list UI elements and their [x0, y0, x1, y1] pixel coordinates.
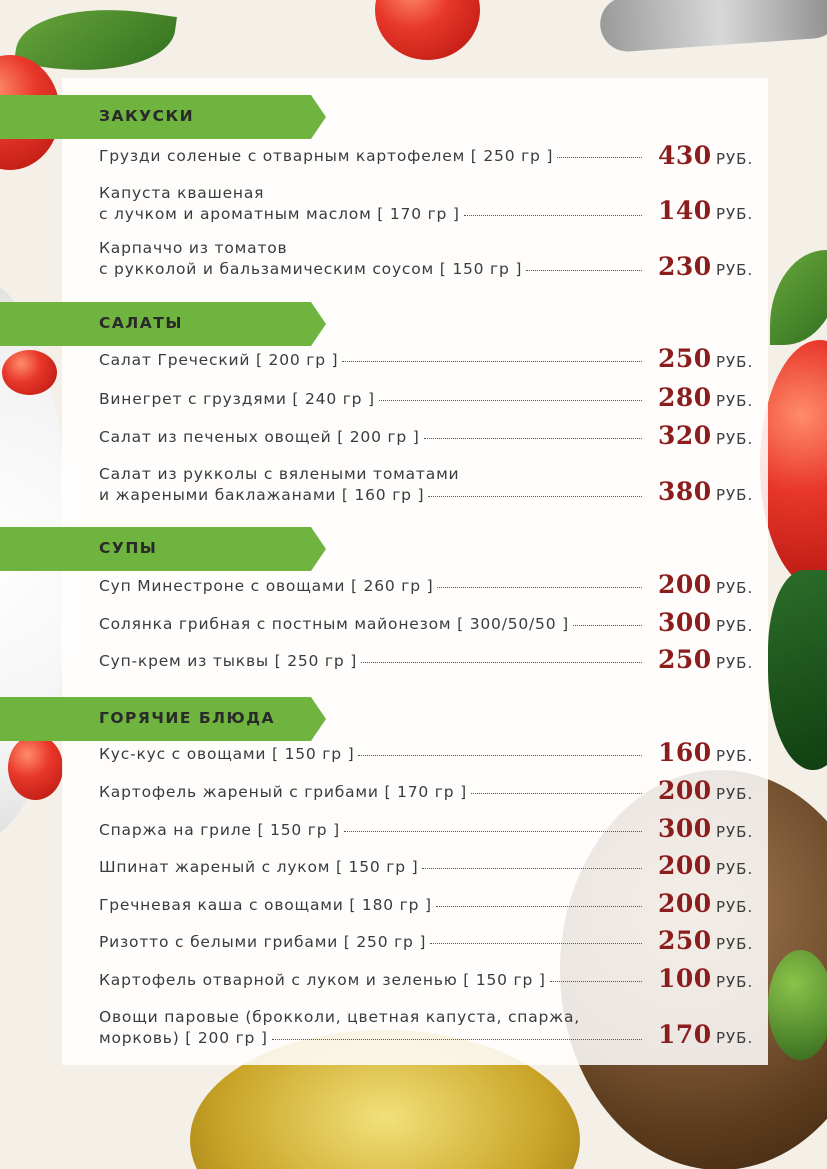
menu-item-price: 280 [658, 383, 712, 412]
menu-item [99, 857, 642, 878]
menu-item [99, 1007, 642, 1049]
dot-leader [344, 830, 642, 832]
menu-item [99, 464, 642, 506]
menu-item-name: Гречневая каша с овощами [ 180 гр ] [99, 896, 432, 914]
menu-item-name: и жареными баклажанами [ 160 гр ] [99, 486, 425, 504]
menu-item-line [99, 932, 642, 953]
tomato-slice-decoration [8, 735, 63, 800]
section-banner [0, 527, 327, 571]
menu-item [99, 744, 642, 765]
menu-item-line [99, 238, 642, 259]
dot-leader [437, 586, 642, 588]
menu-item-name: Солянка грибная с постным майонезом [ 300/50/50 ] [99, 615, 569, 633]
menu-item-name: морковь) [ 200 гр ] [99, 1029, 268, 1047]
menu-item [99, 970, 642, 991]
dot-leader [430, 942, 642, 944]
menu-item-price: 140 [658, 196, 712, 225]
menu-item-line [99, 820, 642, 841]
green-tomato-decoration [768, 950, 827, 1060]
currency-label: РУБ. [716, 392, 754, 410]
section-title: САЛАТЫ [99, 314, 183, 332]
menu-item-price: 250 [658, 344, 712, 373]
menu-item-line [99, 857, 642, 878]
menu-item-price: 200 [658, 851, 712, 880]
currency-label: РУБ. [716, 898, 754, 916]
menu-item-price: 380 [658, 477, 712, 506]
menu-item-name: Шпинат жареный с луком [ 150 гр ] [99, 858, 419, 876]
menu-item [99, 238, 642, 280]
menu-item-line [99, 350, 642, 371]
menu-item-price: 170 [658, 1020, 712, 1049]
menu-item [99, 576, 642, 597]
menu-item-price: 250 [658, 645, 712, 674]
dot-leader [272, 1038, 642, 1040]
menu-item-price: 320 [658, 421, 712, 450]
section-title: СУПЫ [99, 539, 158, 557]
menu-item [99, 782, 642, 803]
menu-item [99, 820, 642, 841]
menu-item-name: Овощи паровые (брокколи, цветная капуста, спаржа, [99, 1008, 580, 1026]
currency-label: РУБ. [716, 353, 754, 371]
menu-item-name: с лучком и ароматным маслом [ 170 гр ] [99, 205, 460, 223]
menu-item-name: Капуста квашеная [99, 184, 265, 202]
currency-label: РУБ. [716, 823, 754, 841]
menu-item-name: Винегрет с груздями [ 240 гр ] [99, 390, 375, 408]
currency-label: РУБ. [716, 150, 754, 168]
dot-leader [464, 214, 642, 216]
menu-item-line [99, 1007, 642, 1028]
dot-leader [424, 437, 642, 439]
menu-item-line [99, 183, 642, 204]
menu-item [99, 932, 642, 953]
currency-label: РУБ. [716, 747, 754, 765]
currency-label: РУБ. [716, 261, 754, 279]
menu-item-line [99, 782, 642, 803]
section-title: ГОРЯЧИЕ БЛЮДА [99, 709, 276, 727]
menu-item-name: Спаржа на гриле [ 150 гр ] [99, 821, 340, 839]
menu-item-line [99, 895, 642, 916]
menu-item-line [99, 485, 642, 506]
currency-label: РУБ. [716, 935, 754, 953]
section-title: ЗАКУСКИ [99, 107, 195, 125]
menu-item-line [99, 204, 642, 225]
menu-item-name: с рукколой и бальзамическим соусом [ 150 гр ] [99, 260, 523, 278]
menu-item-price: 200 [658, 889, 712, 918]
menu-item-line [99, 970, 642, 991]
dot-leader [428, 495, 642, 497]
menu-item-price: 430 [658, 141, 712, 170]
cucumber-decoration [768, 570, 827, 770]
menu-item-line [99, 389, 642, 410]
dot-leader [550, 980, 642, 982]
menu-item-line [99, 146, 642, 167]
currency-label: РУБ. [716, 860, 754, 878]
menu-item [99, 651, 642, 672]
menu-item [99, 389, 642, 410]
menu-item-price: 300 [658, 608, 712, 637]
currency-label: РУБ. [716, 205, 754, 223]
menu-item [99, 350, 642, 371]
dot-leader [471, 792, 642, 794]
fork-decoration [598, 0, 827, 53]
menu-item [99, 614, 642, 635]
currency-label: РУБ. [716, 617, 754, 635]
menu-item-price: 200 [658, 776, 712, 805]
menu-item [99, 427, 642, 448]
menu-item [99, 183, 642, 225]
dot-leader [361, 661, 642, 663]
currency-label: РУБ. [716, 654, 754, 672]
currency-label: РУБ. [716, 430, 754, 448]
menu-item-name: Салат из печеных овощей [ 200 гр ] [99, 428, 420, 446]
menu-item-line [99, 576, 642, 597]
tomato-decoration [760, 340, 827, 590]
menu-item-name: Суп-крем из тыквы [ 250 гр ] [99, 652, 358, 670]
menu-item-line [99, 651, 642, 672]
menu-item-line [99, 614, 642, 635]
menu-item-name: Грузди соленые с отварным картофелем [ 250 гр ] [99, 147, 554, 165]
dot-leader [526, 269, 642, 271]
menu-item-price: 100 [658, 964, 712, 993]
currency-label: РУБ. [716, 973, 754, 991]
menu-item-name: Кус-кус с овощами [ 150 гр ] [99, 745, 355, 763]
dot-leader [358, 754, 642, 756]
menu-item-name: Салат из рукколы с вялеными томатами [99, 465, 460, 483]
menu-item-name: Карпаччо из томатов [99, 239, 288, 257]
menu-item [99, 895, 642, 916]
menu-item-line [99, 427, 642, 448]
menu-item-price: 230 [658, 252, 712, 281]
herb-leaf-decoration [770, 250, 827, 345]
tomato-slice-decoration [2, 350, 57, 395]
currency-label: РУБ. [716, 486, 754, 504]
menu-item-price: 250 [658, 926, 712, 955]
dot-leader [557, 156, 642, 158]
menu-item-line [99, 1028, 642, 1049]
menu-item-line [99, 744, 642, 765]
menu-item-price: 200 [658, 570, 712, 599]
menu-item-line [99, 259, 642, 280]
menu-item-line [99, 464, 642, 485]
menu-item-price: 160 [658, 738, 712, 767]
menu-item-name: Суп Минестроне с овощами [ 260 гр ] [99, 577, 434, 595]
menu-item [99, 146, 642, 167]
currency-label: РУБ. [716, 785, 754, 803]
menu-item-name: Картофель жареный с грибами [ 170 гр ] [99, 783, 467, 801]
dot-leader [379, 399, 642, 401]
dot-leader [436, 905, 642, 907]
dot-leader [422, 867, 642, 869]
dot-leader [342, 360, 642, 362]
menu-item-name: Картофель отварной с луком и зеленью [ 150 гр ] [99, 971, 546, 989]
currency-label: РУБ. [716, 579, 754, 597]
menu-item-price: 300 [658, 814, 712, 843]
tomato-decoration [375, 0, 480, 60]
menu-item-name: Ризотто с белыми грибами [ 250 гр ] [99, 933, 427, 951]
dot-leader [573, 624, 642, 626]
currency-label: РУБ. [716, 1029, 754, 1047]
menu-item-name: Салат Греческий [ 200 гр ] [99, 351, 339, 369]
